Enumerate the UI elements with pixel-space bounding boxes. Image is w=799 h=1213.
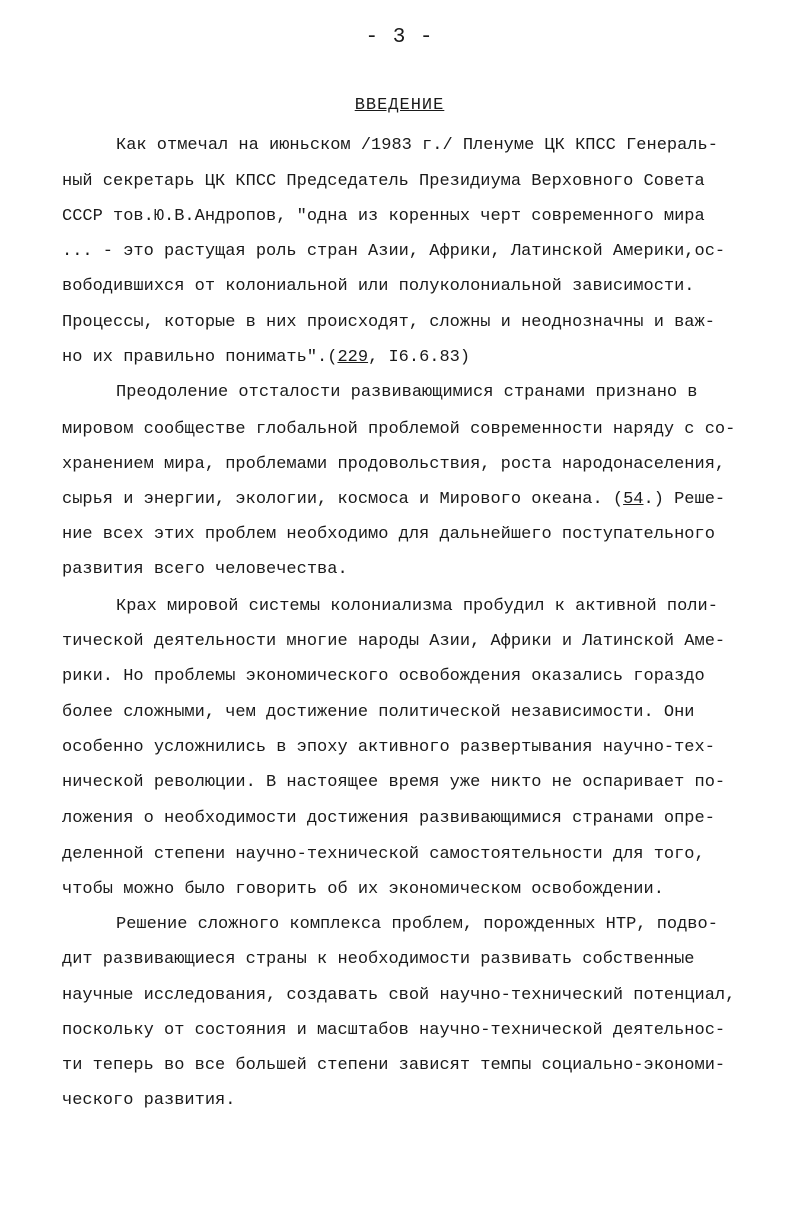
text-line: мировом сообществе глобальной проблемой современности наряду с со- [62, 420, 736, 439]
text-line: деленной степени научно-технической самостоятельности для того, [62, 845, 705, 864]
text-line: поскольку от состояния и масштабов научно-технической деятельнос- [62, 1021, 726, 1040]
text-line: нической революции. В настоящее время уже никто не оспаривает по- [62, 773, 726, 792]
section-heading: ВВЕДЕНИЕ [354, 96, 445, 115]
citation-reference: 229 [337, 348, 369, 367]
text-fragment: но их правильно понимать".( [62, 348, 338, 367]
text-line: Решение сложного комплекса проблем, порожденных НТР, подво- [116, 915, 718, 934]
text-line: тической деятельности многие народы Азии, Африки и Латинской Аме- [62, 632, 726, 651]
text-line: чтобы можно было говорить об их экономическом освобождении. [62, 880, 664, 899]
text-line: ... - это растущая роль стран Азии, Африки, Латинской Америки,ос- [62, 242, 726, 261]
text-line: дит развивающиеся страны к необходимости развивать собственные [62, 950, 695, 969]
text-line: Процессы, которые в них происходят, сложны и неоднозначны и важ- [62, 313, 715, 332]
text-line: научные исследования, создавать свой научно-технический потенциал, [62, 986, 736, 1005]
text-fragment: , I6.6.83) [368, 348, 471, 367]
text-line: Как отмечал на июньском /1983 г./ Пленуме ЦК КПСС Генераль- [116, 136, 718, 155]
text-line [62, 348, 782, 368]
text-line: ти теперь во все большей степени зависят темпы социально-экономи- [62, 1056, 726, 1075]
text-line: вободившихся от колониальной или полуколониальной зависимости. [62, 277, 695, 296]
text-line: ческого развития. [62, 1091, 236, 1110]
text-line [62, 490, 782, 510]
text-line: ный секретарь ЦК КПСС Председатель Президиума Верховного Совета [62, 172, 705, 191]
text-line: хранением мира, проблемами продовольствия, роста народонаселения, [62, 455, 726, 474]
text-line: Крах мировой системы колониализма пробудил к активной поли- [116, 597, 718, 616]
text-line: развития всего человечества. [62, 560, 348, 579]
text-line: более сложными, чем достижение политической независимости. Они [62, 703, 695, 722]
text-line: особенно усложнились в эпоху активного развертывания научно-тех- [62, 738, 715, 757]
text-fragment: сырья и энергии, экологии, космоса и Мирового океана. ( [62, 490, 624, 509]
text-line: рики. Но проблемы экономического освобождения оказались гораздо [62, 667, 705, 686]
text-fragment: .) Реше- [643, 490, 726, 509]
text-line: ние всех этих проблем необходимо для дальнейшего поступательного [62, 525, 715, 544]
text-line: ложения о необходимости достижения развивающимися странами опре- [62, 809, 715, 828]
citation-reference: 54 [623, 490, 644, 509]
text-line: СССР тов.Ю.В.Андропов, "одна из коренных черт современного мира [62, 207, 705, 226]
page-number: - 3 - [365, 26, 434, 49]
text-line: Преодоление отсталости развивающимися странами признано в [116, 383, 698, 402]
